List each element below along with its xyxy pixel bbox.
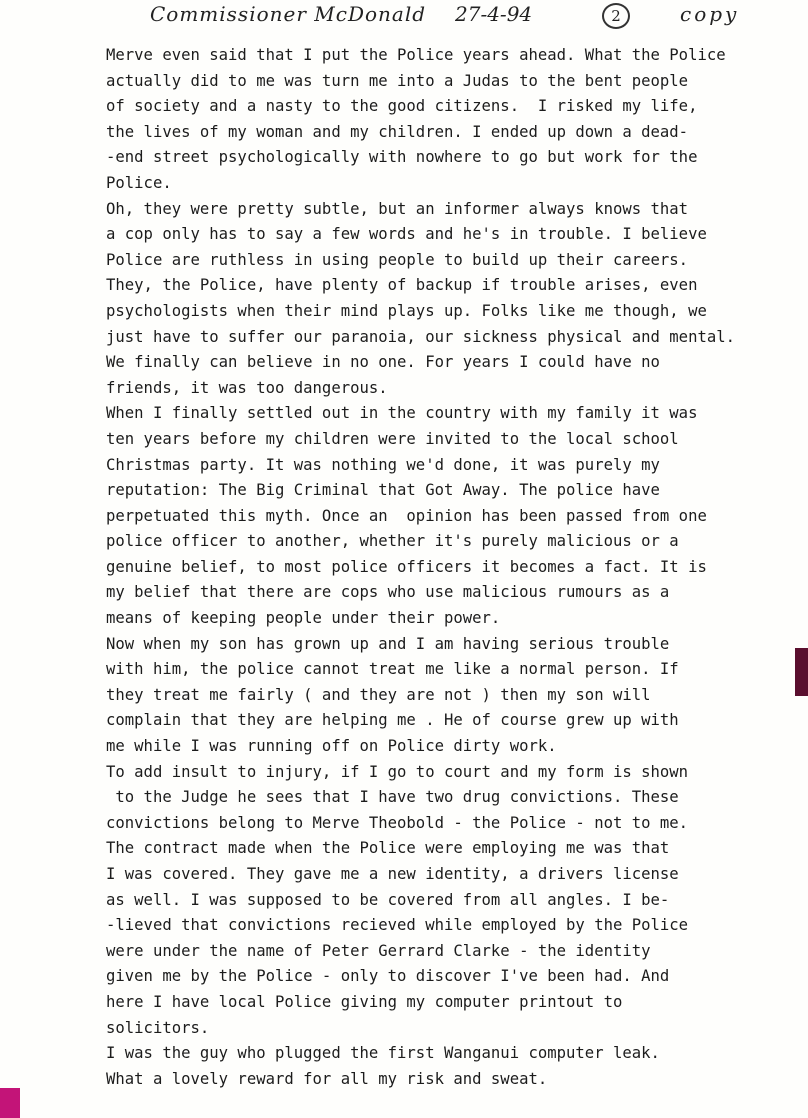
text-line: When I finally settled out in the country with my family it was <box>106 404 698 423</box>
text-line: To add insult to injury, if I go to court and my form is shown <box>106 762 689 781</box>
text-line: Police are ruthless in using people to build up their careers. <box>106 250 689 269</box>
text-line: solicitors. <box>106 1018 210 1037</box>
text-line: to the Judge he sees that I have two drug convictions. These <box>106 788 679 807</box>
text-line: friends, it was too dangerous. <box>106 378 388 397</box>
corner-marker <box>0 1088 20 1118</box>
text-line: -end street psychologically with nowhere to go but work for the <box>106 148 698 167</box>
edge-marker <box>795 648 808 696</box>
text-line: actually did to me was turn me into a Judas to the bent people <box>106 71 689 90</box>
text-line: means of keeping people under their power. <box>106 609 501 628</box>
text-line: my belief that there are cops who use malicious rumours as a <box>106 583 670 602</box>
text-line: complain that they are helping me . He of course grew up with <box>106 711 679 730</box>
text-line: I was the guy who plugged the first Wanganui computer leak. <box>106 1044 660 1063</box>
text-line: Now when my son has grown up and I am having serious trouble <box>106 634 670 653</box>
text-line: psychologists when their mind plays up. Folks like me though, we <box>106 301 707 320</box>
page-number-circle: 2 <box>602 3 630 29</box>
text-line: Merve even said that I put the Police years ahead. What the Police <box>106 46 726 64</box>
letter-body <box>106 43 796 1092</box>
text-line: We finally can believe in no one. For years I could have no <box>106 353 660 372</box>
handwritten-header <box>150 2 790 32</box>
text-line: -lieved that convictions recieved while employed by the Police <box>106 916 689 935</box>
text-line: What a lovely reward for all my risk and sweat. <box>106 1069 548 1088</box>
text-line: of society and a nasty to the good citizens. I risked my life, <box>106 97 698 116</box>
text-line: just have to suffer our paranoia, our sickness physical and mental. <box>106 327 736 346</box>
text-line: genuine belief, to most police officers it becomes a fact. It is <box>106 557 707 576</box>
text-line: They, the Police, have plenty of backup if trouble arises, even <box>106 276 698 295</box>
text-line: The contract made when the Police were employing me was that <box>106 839 670 858</box>
text-line: were under the name of Peter Gerrard Clarke - the identity <box>106 941 651 960</box>
text-line: Oh, they were pretty subtle, but an informer always knows that <box>106 199 689 218</box>
text-line: as well. I was supposed to be covered from all angles. I be- <box>106 890 670 909</box>
text-line: Police. <box>106 173 172 192</box>
text-line: here I have local Police giving my computer printout to <box>106 992 623 1011</box>
copy-note: copy <box>680 2 740 26</box>
text-line: they treat me fairly ( and they are not ) then my son will <box>106 685 651 704</box>
text-line: ten years before my children were invited to the local school <box>106 429 679 448</box>
recipient-name: Commissioner McDonald <box>150 2 427 26</box>
text-line: me while I was running off on Police dirty work. <box>106 737 557 756</box>
text-line: given me by the Police - only to discover I've been had. And <box>106 967 670 986</box>
letter-date: 27-4-94 <box>455 2 533 26</box>
text-line: convictions belong to Merve Theobold - the Police - not to me. <box>106 813 689 832</box>
text-line: the lives of my woman and my children. I ended up down a dead- <box>106 122 689 141</box>
text-line: perpetuated this myth. Once an opinion has been passed from one <box>106 506 707 525</box>
text-line: with him, the police cannot treat me like a normal person. If <box>106 660 679 679</box>
text-line: reputation: The Big Criminal that Got Away. The police have <box>106 481 660 500</box>
text-line: police officer to another, whether it's purely malicious or a <box>106 532 679 551</box>
text-line: Christmas party. It was nothing we'd done, it was purely my <box>106 455 660 474</box>
text-line: I was covered. They gave me a new identity, a drivers license <box>106 865 679 883</box>
text-line: a cop only has to say a few words and he's in trouble. I believe <box>106 225 707 244</box>
